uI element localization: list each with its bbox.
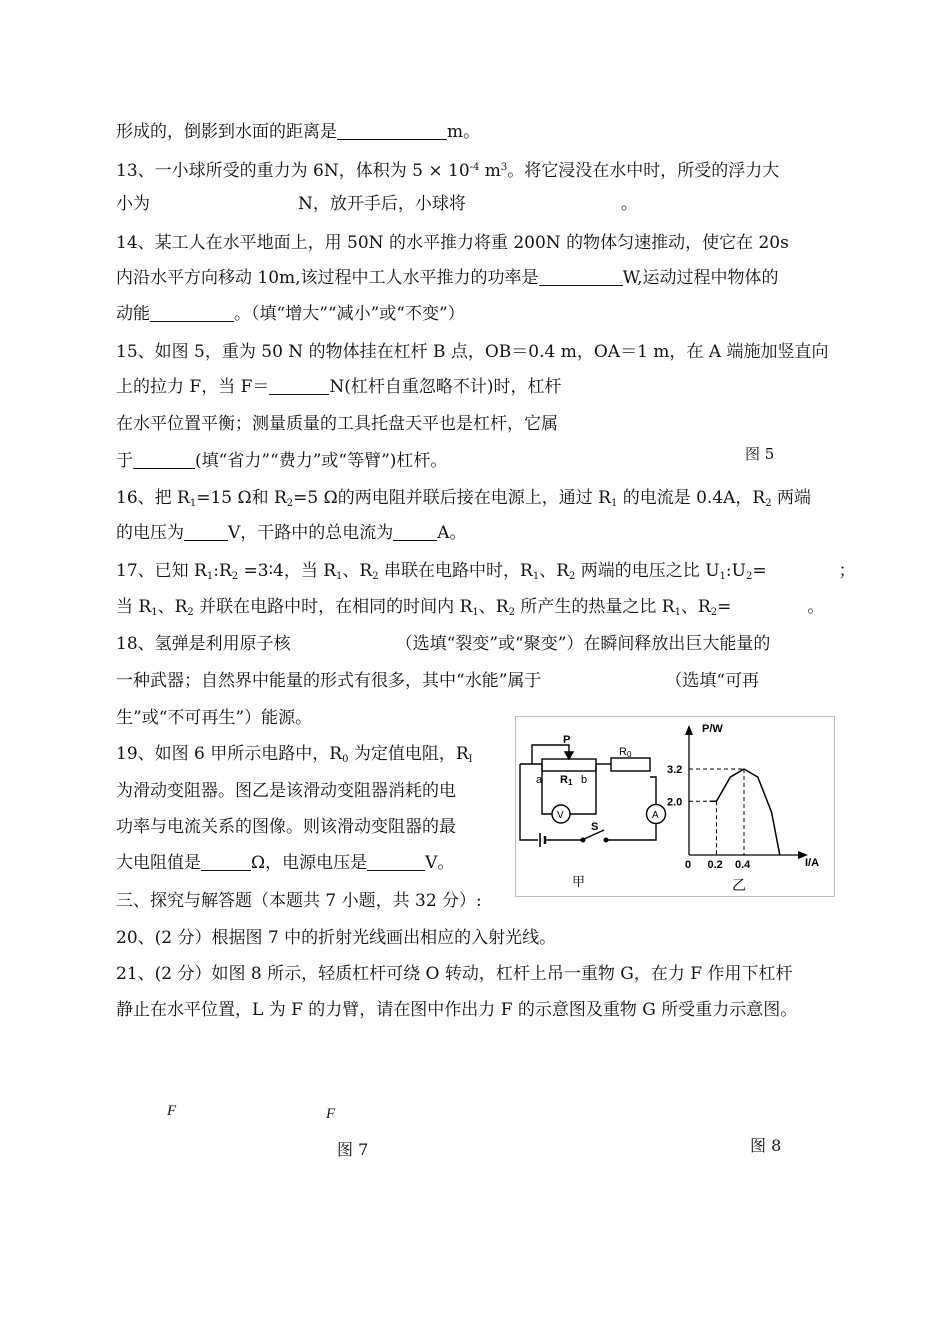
- q19-text-g: V。: [425, 853, 455, 873]
- subscript: 1: [336, 571, 343, 582]
- subscript: 0: [342, 754, 349, 765]
- figure-6: [515, 716, 835, 897]
- q18-text-e: 生”或“不可再生”）能源。: [116, 708, 313, 728]
- subscript: 1: [151, 607, 158, 618]
- question-15-line3: [116, 413, 558, 435]
- question-17-line1: [116, 560, 856, 588]
- slider-arrow: [565, 752, 573, 759]
- figure-8-label: 图 8: [750, 1136, 782, 1155]
- answer-blank[interactable]: [367, 854, 425, 871]
- q17-text: 。: [807, 597, 825, 617]
- q17-text: =3∶4，当 R: [238, 561, 337, 581]
- label-ammeter: A: [652, 810, 659, 821]
- q15-text-b: 上的拉力 F，当 F＝: [116, 377, 270, 397]
- q17-text: 、R: [157, 597, 188, 617]
- question-20: [116, 927, 556, 949]
- question-19-line1: [116, 743, 473, 771]
- label-s: S: [591, 821, 599, 833]
- question-18-line2: [116, 670, 759, 692]
- figure-5-label: 图 5: [745, 445, 775, 463]
- q13-exponent: -4: [469, 162, 480, 173]
- subscript: 2: [710, 607, 718, 618]
- q17-text: 、R: [680, 597, 711, 617]
- resistor-r0: [611, 758, 650, 771]
- q17-text: =: [717, 597, 732, 617]
- q19-text-d: 功率与电流关系的图像。则该滑动变阻器的最: [116, 817, 456, 837]
- answer-blank[interactable]: [201, 854, 251, 871]
- subscript: 2: [187, 607, 194, 618]
- q13-text-a: 13、一小球所受的重力为 6N，体积为 5 × 10: [116, 161, 470, 181]
- q15-text-d: 在水平位置平衡；测量质量的工具托盘天平也是杠杆，它属: [116, 414, 558, 434]
- q17-text: 17、已知 R: [116, 561, 207, 581]
- q13-text-c: 。将它浸没在水中时，所受的浮力大: [507, 161, 780, 181]
- question-15-line4: [116, 450, 447, 472]
- q17-text: =: [752, 561, 767, 581]
- question-14-line1: [116, 232, 789, 254]
- q18-text-a: 18、氢弹是利用原子核: [116, 634, 291, 654]
- subscript: 1: [189, 498, 197, 509]
- q15-text-f: (填“省力”“费力”或“等臂”)杠杆。: [195, 451, 448, 471]
- wire: [608, 824, 656, 840]
- q17-text: 并联在电路中时，在相同的时间内 R: [193, 597, 473, 617]
- section-3-text: 三、探究与解答题（本题共 7 小题，共 32 分）:: [116, 891, 482, 911]
- q15-text-c: N(杠杆自重忽略不计)时，杠杆: [329, 377, 562, 397]
- wire: [650, 777, 656, 804]
- q14-text-c: W,运动过程中物体的: [622, 268, 779, 288]
- question-17-line2: [116, 596, 824, 624]
- question-15-line1: [116, 341, 829, 363]
- q14-text-d: 动能: [116, 304, 150, 324]
- answer-blank[interactable]: [133, 452, 195, 469]
- q19-text-f: Ω，电源电压是: [251, 853, 368, 873]
- q14-text-b: 内沿水平方向移动 10m,该过程中工人水平推力的功率是: [116, 268, 539, 288]
- q17-text: ；: [838, 561, 856, 581]
- caption-yi: 乙: [732, 878, 746, 894]
- q15-text-e: 于: [116, 451, 133, 471]
- subscript: 2: [765, 498, 772, 509]
- force-label-f: F: [326, 1106, 336, 1122]
- answer-blank[interactable]: [184, 524, 228, 541]
- q16-text-a: 16、把 R: [116, 488, 190, 508]
- subscript: 2: [372, 571, 379, 582]
- label-p: P: [563, 734, 571, 746]
- label-a: a: [536, 774, 543, 786]
- label-v: V: [557, 810, 564, 821]
- x-tick-label: 0.4: [735, 859, 751, 871]
- q17-text: :R: [213, 561, 232, 581]
- q13-exponent-2: 3: [500, 162, 508, 173]
- question-14-line3: [116, 303, 465, 325]
- figure-6-svg: [516, 717, 834, 896]
- q19-text-c: 为滑动变阻器。图乙是该滑动变阻器消耗的电: [116, 781, 456, 801]
- answer-blank[interactable]: [337, 123, 447, 140]
- q13-text-f: 。: [620, 194, 638, 214]
- subscript: 1: [719, 571, 726, 582]
- q18-text-d: （选填“可再: [665, 671, 760, 691]
- q12-text: 形成的，倒影到水面的距离是: [116, 122, 337, 142]
- slider-wire: [532, 745, 569, 764]
- answer-blank[interactable]: [269, 378, 329, 395]
- q17-text: 当 R: [116, 597, 152, 617]
- subscript: 2: [286, 498, 294, 509]
- q16-text-e: 两端: [771, 488, 812, 508]
- question-13-line2: [116, 193, 638, 215]
- subscript: 2: [569, 571, 576, 582]
- q13-text-b: m: [479, 161, 501, 181]
- answer-blank[interactable]: [150, 305, 234, 322]
- q17-text: 所产生的热量之比 R: [514, 597, 675, 617]
- question-13-line1: [116, 157, 779, 182]
- y-axis-label: P/W: [702, 723, 723, 735]
- caption-jia: 甲: [572, 874, 586, 889]
- figure-7-label: 图 7: [337, 1140, 369, 1159]
- question-16-line2: [116, 522, 467, 544]
- q16-text-g: V，干路中的总电流为: [228, 523, 394, 543]
- subscript: 2: [745, 571, 753, 582]
- y-axis-arrow: [685, 725, 693, 735]
- question-15-line2: [116, 376, 562, 398]
- q14-text-e: 。（填“增大”“减小”或“不变”）: [234, 304, 465, 324]
- q19-text-e: 大电阻值是: [116, 853, 201, 873]
- section-3-heading: [116, 890, 482, 912]
- q17-text: :U: [725, 561, 746, 581]
- x-axis-label: I/A: [805, 857, 820, 869]
- label-b: b: [581, 774, 588, 786]
- question-21-line1: [116, 963, 792, 985]
- q18-text-b: （选填“裂变”或“聚变”）在瞬间释放出巨大能量的: [395, 634, 771, 654]
- q16-text-c: =5 Ω的两电阻并联后接在电源上，通过 R: [293, 488, 611, 508]
- q17-text: 、R: [342, 561, 373, 581]
- y-tick-label: 2.0: [667, 796, 683, 809]
- answer-blank[interactable]: [539, 269, 623, 286]
- label-r1: R1: [560, 774, 573, 787]
- subscript: 1: [472, 607, 479, 618]
- question-18-line1: [116, 633, 770, 655]
- q12-continuation: [116, 121, 480, 143]
- x-tick-label: 0.2: [707, 859, 723, 871]
- rheostat-r1: [542, 759, 596, 771]
- q16-text-b: =15 Ω和 R: [196, 488, 287, 508]
- q17-text: 、R: [478, 597, 509, 617]
- q13-text-d: 小为: [116, 194, 150, 214]
- q17-text: 两端的电压之比 U: [575, 561, 720, 581]
- origin-label: 0: [685, 859, 692, 871]
- subscript: 1: [610, 498, 618, 509]
- q16-text-d: 的电流是 0.4A，R: [617, 488, 766, 508]
- q17-text: 、R: [539, 561, 570, 581]
- q21-text-b: 静止在水平位置，L 为 F 的力臂，请在图中作出力 F 的示意图及重物 G 所受重力示意图。: [116, 1000, 798, 1020]
- question-21-line2: [116, 999, 797, 1021]
- question-14-line2: [116, 267, 778, 289]
- power-current-graph: [667, 723, 819, 894]
- q15-text-a: 15、如图 5，重为 50 N 的物体挂在杠杆 B 点，OB＝0.4 m，OA＝1 m，在 A 端施加竖直向: [116, 342, 829, 362]
- switch-contact: [604, 838, 608, 842]
- subscript: 1: [206, 571, 214, 582]
- force-label-f: F: [167, 1103, 177, 1119]
- subscript: 1: [532, 571, 540, 582]
- q12-unit: m。: [447, 122, 481, 142]
- subscript: 2: [508, 607, 515, 618]
- q13-text-e: N，放开手后，小球将: [298, 194, 466, 214]
- question-19-line4: [116, 852, 454, 874]
- q16-text-f: 的电压为: [116, 523, 184, 543]
- q20-text: 20、(2 分）根据图 7 中的折射光线画出相应的入射光线。: [116, 928, 557, 948]
- y-tick-label: 3.2: [667, 764, 683, 776]
- subscript: I: [468, 754, 473, 765]
- q17-text: 串联在电路中时，R: [378, 561, 533, 581]
- question-18-line3: [116, 707, 312, 729]
- q21-text-a: 21、(2 分）如图 8 所示，轻质杠杆可绕 O 转动，杠杆上吊一重物 G，在力 F 作用下杠杆: [116, 964, 793, 984]
- q18-text-c: 一种武器；自然界中能量的形式有很多，其中“水能”属于: [116, 671, 542, 691]
- q16-text-h: A。: [437, 523, 467, 543]
- question-16-line1: [116, 487, 811, 515]
- label-r0: R0: [619, 746, 632, 759]
- answer-blank[interactable]: [393, 524, 437, 541]
- subscript: 1: [674, 607, 681, 618]
- series-line-power: [710, 769, 780, 855]
- q19-text-a: 19、如图 6 甲所示电路中，R: [116, 744, 343, 764]
- subscript: 2: [231, 571, 239, 582]
- q14-text-a: 14、某工人在水平地面上，用 50N 的水平推力将重 200N 的物体匀速推动，使它在 20s: [116, 233, 789, 253]
- question-19-line2: [116, 780, 456, 802]
- q19-text-b: 为定值电阻，R: [348, 744, 469, 764]
- question-19-line3: [116, 816, 456, 838]
